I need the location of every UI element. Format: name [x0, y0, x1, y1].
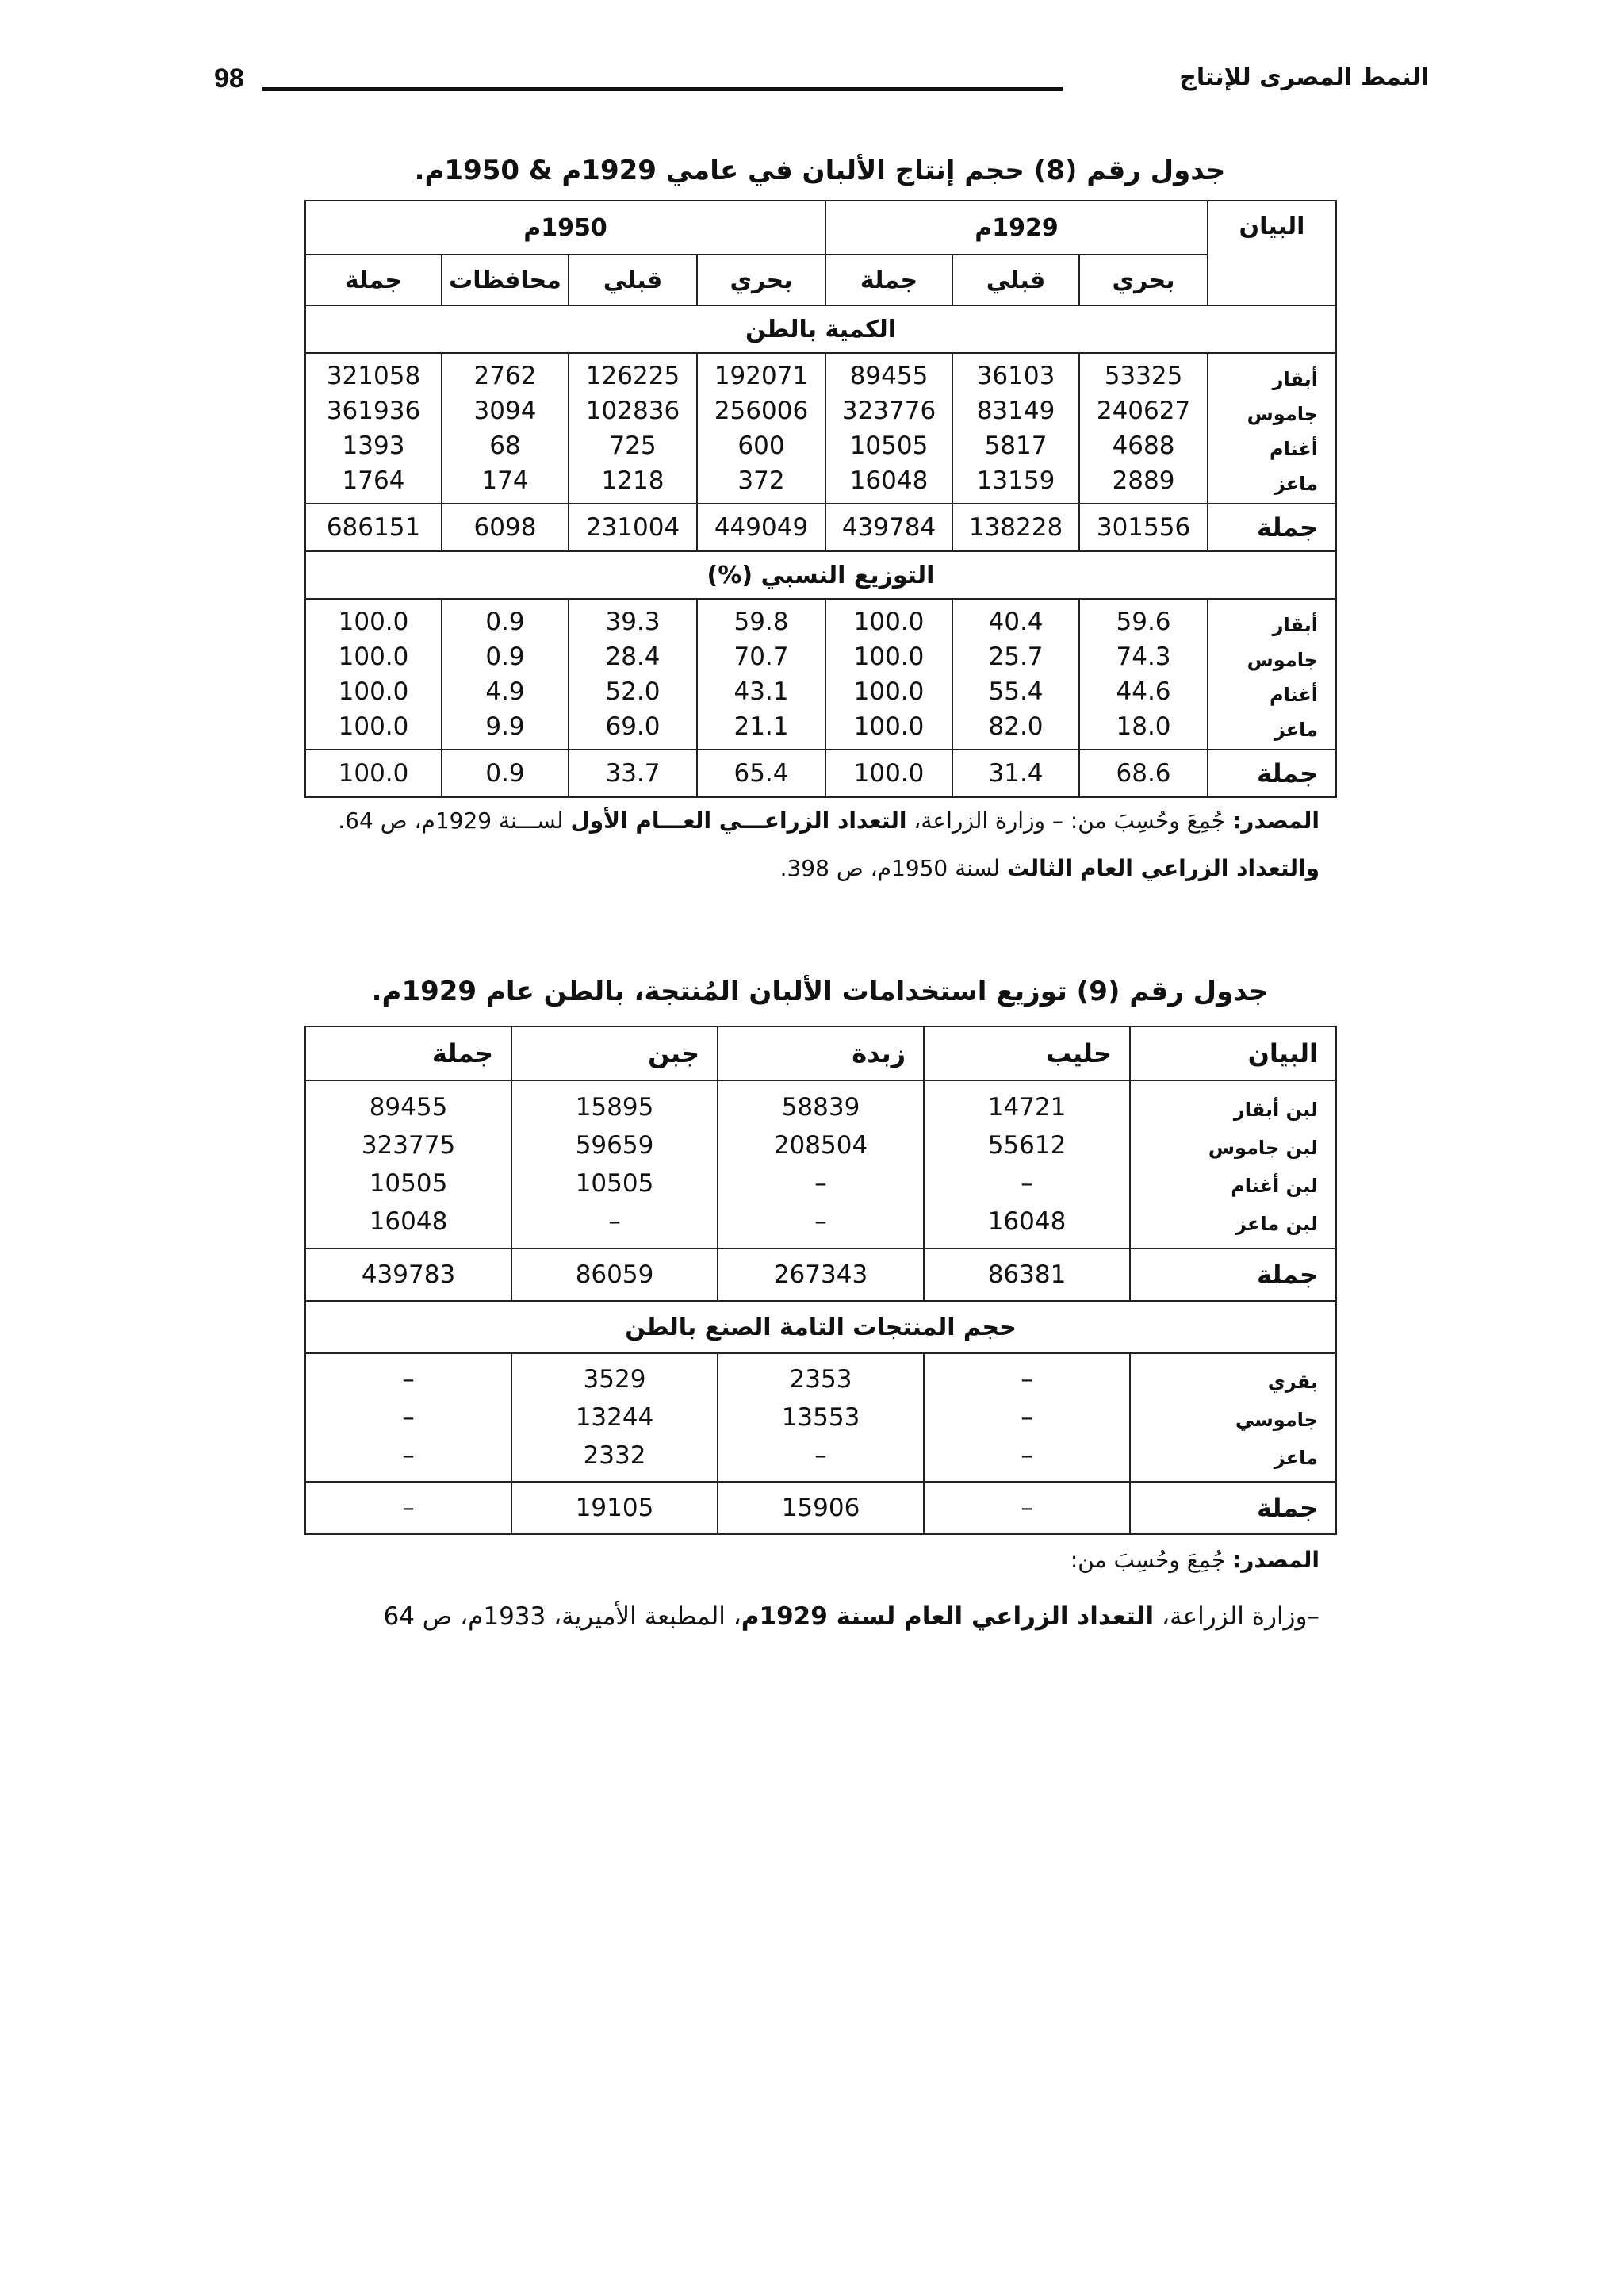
table8-percent-total-cell: 100.0: [305, 750, 442, 797]
cell: 16048: [849, 466, 929, 495]
table8-source-line2: [289, 855, 1320, 881]
cell: 4688: [1112, 432, 1175, 460]
cell: –: [608, 1207, 621, 1236]
cell: 126225: [585, 362, 680, 390]
table9-total-column: [305, 1080, 511, 1249]
table8-quantity-total-cell: 449049: [697, 504, 825, 551]
cell: 102836: [585, 397, 680, 425]
cell: –: [402, 1441, 415, 1470]
table9: [304, 1026, 1337, 1535]
cell: 59659: [575, 1131, 654, 1160]
table9-total-cell: 267343: [718, 1249, 924, 1301]
source-label: المصدر:: [1232, 807, 1320, 834]
table8: [304, 200, 1337, 798]
cell: 323775: [361, 1131, 456, 1160]
cell: 39.3: [605, 608, 661, 636]
source-title: والتعداد الزراعي العام الثالث: [1007, 855, 1320, 881]
cell: 13244: [575, 1403, 654, 1432]
table8-year-1929: 1929م: [825, 201, 1208, 255]
cell: 89455: [369, 1093, 448, 1122]
cell: 2332: [583, 1441, 646, 1470]
table8-quantity-total-cell: 6098: [442, 504, 569, 551]
cell: –: [1021, 1441, 1033, 1470]
table8-percent-total-cell: 31.4: [952, 750, 1079, 797]
row-label: أغنام: [1269, 684, 1319, 706]
table9-product-total-label: جملة: [1130, 1482, 1336, 1534]
cell: 240627: [1096, 397, 1191, 425]
table8-percent-total-1950: [305, 599, 442, 750]
table9-jubn-column: [511, 1080, 718, 1249]
row-label: أبقار: [1272, 614, 1319, 636]
cell: –: [814, 1441, 827, 1470]
cell: 1764: [342, 466, 405, 495]
table8-quantity-total-cell: 686151: [305, 504, 442, 551]
table8-col-qibli-1929: قبلي: [952, 255, 1079, 305]
cell: 600: [737, 432, 785, 460]
table9-header-jubn: جبن: [511, 1026, 718, 1080]
table8-quantity-total-label: جملة: [1208, 504, 1336, 551]
header-rule: [262, 87, 1063, 91]
row-label: ماعز: [1274, 473, 1319, 495]
cell: 28.4: [605, 643, 661, 671]
cell: 10505: [369, 1169, 448, 1198]
source-text: لسنة 1950م، ص 398.: [779, 855, 1007, 881]
source-text: لســـنة 1929م، ص 64.: [338, 807, 571, 834]
table9-row-labels: [1130, 1080, 1336, 1249]
cell: 10505: [575, 1169, 654, 1198]
cell: 100.0: [338, 608, 409, 636]
table8-percent-qibli-1929: [952, 599, 1079, 750]
cell: 2762: [473, 362, 537, 390]
cell: 15895: [575, 1093, 654, 1122]
cell: 59.6: [1116, 608, 1171, 636]
cell: 16048: [369, 1207, 448, 1236]
cell: 3529: [583, 1365, 646, 1394]
cell: –: [1021, 1169, 1033, 1198]
table8-col-bahari-1950: بحري: [697, 255, 825, 305]
cell: 100.0: [853, 677, 925, 706]
cell: 100.0: [853, 608, 925, 636]
table9-total-cell: 439783: [305, 1249, 511, 1301]
table8-quantity-labels: [1208, 353, 1336, 504]
cell: –: [814, 1207, 827, 1236]
table9-product-total-cell: 15906: [718, 1482, 924, 1534]
cell: 18.0: [1116, 712, 1171, 741]
row-label: بقري: [1267, 1371, 1318, 1393]
table8-percent-qibli-1950: [569, 599, 697, 750]
table9-header-total: جملة: [305, 1026, 511, 1080]
table9-product-total: [305, 1353, 511, 1482]
cell: 100.0: [338, 677, 409, 706]
cell: 14721: [987, 1093, 1067, 1122]
table9-product-halib: [924, 1353, 1130, 1482]
cell: 59.8: [733, 608, 789, 636]
table8-percent-bahari-1950: [697, 599, 825, 750]
table9-total-label: جملة: [1130, 1249, 1336, 1301]
cell: 4.9: [485, 677, 525, 706]
row-label: لبن ماعز: [1235, 1213, 1318, 1235]
table8-quantity-total-cell: 138228: [952, 504, 1079, 551]
table8-quantity-total-1950: [305, 353, 442, 504]
cell: –: [402, 1365, 415, 1394]
table8-quantity-qibli-1950: [569, 353, 697, 504]
table8-col-bahari-1929: بحري: [1079, 255, 1208, 305]
cell: 100.0: [338, 643, 409, 671]
row-label: أبقار: [1272, 368, 1319, 390]
cell: 3094: [473, 397, 537, 425]
table8-col-qibli-1950: قبلي: [569, 255, 697, 305]
table9-section-products: حجم المنتجات التامة الصنع بالطن: [305, 1301, 1336, 1353]
table9-product-zubda: [718, 1353, 924, 1482]
table8-percent-gov-1950: [442, 599, 569, 750]
cell: 256006: [714, 397, 809, 425]
table8-year-1950: 1950م: [305, 201, 825, 255]
source-text: جُمِعَ وحُسِبَ من:: [1070, 1547, 1233, 1573]
cell: 174: [481, 466, 529, 495]
table8-quantity-total-cell: 231004: [569, 504, 697, 551]
cell: 1393: [342, 432, 405, 460]
source-label: المصدر:: [1232, 1547, 1320, 1573]
cell: 40.4: [988, 608, 1044, 636]
table8-quantity-bahari-1950: [697, 353, 825, 504]
table8-percent-total-cell: 0.9: [442, 750, 569, 797]
cell: 52.0: [605, 677, 661, 706]
table8-quantity-total-cell: 301556: [1079, 504, 1208, 551]
cell: –: [814, 1169, 827, 1198]
source-text: جُمِعَ وحُسِبَ من: – وزارة الزراعة،: [906, 807, 1233, 834]
table8-section-percent: التوزيع النسبي (%): [305, 551, 1336, 599]
cell: 321058: [326, 362, 421, 390]
cell: 82.0: [988, 712, 1044, 741]
table9-total-cell: 86059: [511, 1249, 718, 1301]
table8-percent-total-cell: 100.0: [825, 750, 952, 797]
table8-row-header: البيان: [1208, 201, 1336, 305]
table9-product-jubn: [511, 1353, 718, 1482]
table9-total-cell: 86381: [924, 1249, 1130, 1301]
table8-percent-total-label: جملة: [1208, 750, 1336, 797]
cell: 100.0: [338, 712, 409, 741]
table8-percent-total-cell: 68.6: [1079, 750, 1208, 797]
cell: 21.1: [733, 712, 789, 741]
table8-source-line1: [289, 807, 1320, 834]
table8-percent-labels: [1208, 599, 1336, 750]
row-label: أغنام: [1269, 438, 1319, 460]
cell: –: [1021, 1403, 1033, 1432]
cell: 10505: [849, 432, 929, 460]
cell: 372: [737, 466, 785, 495]
table9-zubda-column: [718, 1080, 924, 1249]
cell: 0.9: [485, 643, 525, 671]
cell: 5817: [984, 432, 1048, 460]
row-label: ماعز: [1274, 1447, 1318, 1469]
table8-col-total-1929: جملة: [825, 255, 952, 305]
table8-percent-total-cell: 33.7: [569, 750, 697, 797]
row-label: لبن جاموس: [1208, 1137, 1318, 1159]
page-header: [214, 63, 1429, 103]
cell: 100.0: [853, 643, 925, 671]
row-label: لبن أبقار: [1233, 1099, 1318, 1121]
table8-quantity-gov-1950: [442, 353, 569, 504]
row-label: جاموس: [1247, 403, 1319, 425]
row-label: لبن أغنام: [1231, 1175, 1318, 1197]
cell: –: [402, 1403, 415, 1432]
table9-product-total-cell: –: [924, 1482, 1130, 1534]
table9-caption: جدول رقم (9) توزيع استخدامات الألبان المُنتجة، بالطن عام 1929م.: [371, 976, 1269, 1007]
table8-percent-total-cell: 65.4: [697, 750, 825, 797]
source-title: التعداد الزراعي العام لسنة 1929م: [741, 1602, 1155, 1631]
table9-source-line1: [289, 1547, 1320, 1573]
cell: 58839: [781, 1093, 860, 1122]
table8-caption: جدول رقم (8) حجم إنتاج الألبان في عامي 1929م & 1950م.: [414, 155, 1226, 186]
table9-product-total-cell: 19105: [511, 1482, 718, 1534]
cell: 16048: [987, 1207, 1067, 1236]
cell: 208504: [773, 1131, 868, 1160]
row-label: جاموسي: [1235, 1409, 1318, 1431]
cell: 43.1: [733, 677, 789, 706]
cell: 9.9: [485, 712, 525, 741]
cell: 53325: [1104, 362, 1183, 390]
cell: 70.7: [733, 643, 789, 671]
cell: 36103: [976, 362, 1055, 390]
cell: 192071: [714, 362, 809, 390]
page-number: 98: [214, 63, 244, 94]
cell: 68: [489, 432, 521, 460]
table8-col-gov-1950: محافظات: [442, 255, 569, 305]
source-text: –وزارة الزراعة،: [1154, 1602, 1320, 1631]
table8-quantity-total-cell: 439784: [825, 504, 952, 551]
cell: –: [1021, 1365, 1033, 1394]
cell: 1218: [601, 466, 665, 495]
cell: 83149: [976, 397, 1055, 425]
cell: 25.7: [988, 643, 1044, 671]
cell: 13159: [976, 466, 1055, 495]
table8-percent-total-1929: [825, 599, 952, 750]
cell: 74.3: [1116, 643, 1171, 671]
table8-quantity-qibli-1929: [952, 353, 1079, 504]
cell: 2353: [789, 1365, 852, 1394]
cell: 69.0: [605, 712, 661, 741]
table8-percent-bahari-1929: [1079, 599, 1208, 750]
table9-header-label: البيان: [1130, 1026, 1336, 1080]
source-text: ، المطبعة الأميرية، 1933م، ص 64: [383, 1602, 741, 1631]
table8-quantity-total-1929: [825, 353, 952, 504]
cell: 0.9: [485, 608, 525, 636]
cell: 361936: [326, 397, 421, 425]
row-label: ماعز: [1274, 719, 1319, 741]
cell: 13553: [781, 1403, 860, 1432]
table9-halib-column: [924, 1080, 1130, 1249]
table9-product-total-cell: –: [305, 1482, 511, 1534]
table9-source-line2: [289, 1602, 1320, 1631]
cell: 89455: [849, 362, 929, 390]
cell: 2889: [1112, 466, 1175, 495]
table8-quantity-bahari-1929: [1079, 353, 1208, 504]
row-label: جاموس: [1247, 649, 1319, 671]
table9-header-zubda: زبدة: [718, 1026, 924, 1080]
cell: 55612: [987, 1131, 1067, 1160]
source-title: التعداد الزراعـــي العـــام الأول: [570, 807, 907, 834]
table8-section-quantity: الكمية بالطن: [305, 305, 1336, 353]
cell: 323776: [841, 397, 936, 425]
cell: 44.6: [1116, 677, 1171, 706]
cell: 55.4: [988, 677, 1044, 706]
running-title: النمط المصرى للإنتاج: [1179, 63, 1429, 91]
table9-product-labels: [1130, 1353, 1336, 1482]
cell: 725: [609, 432, 657, 460]
table8-col-total-1950: جملة: [305, 255, 442, 305]
table9-header-halib: حليب: [924, 1026, 1130, 1080]
cell: 100.0: [853, 712, 925, 741]
